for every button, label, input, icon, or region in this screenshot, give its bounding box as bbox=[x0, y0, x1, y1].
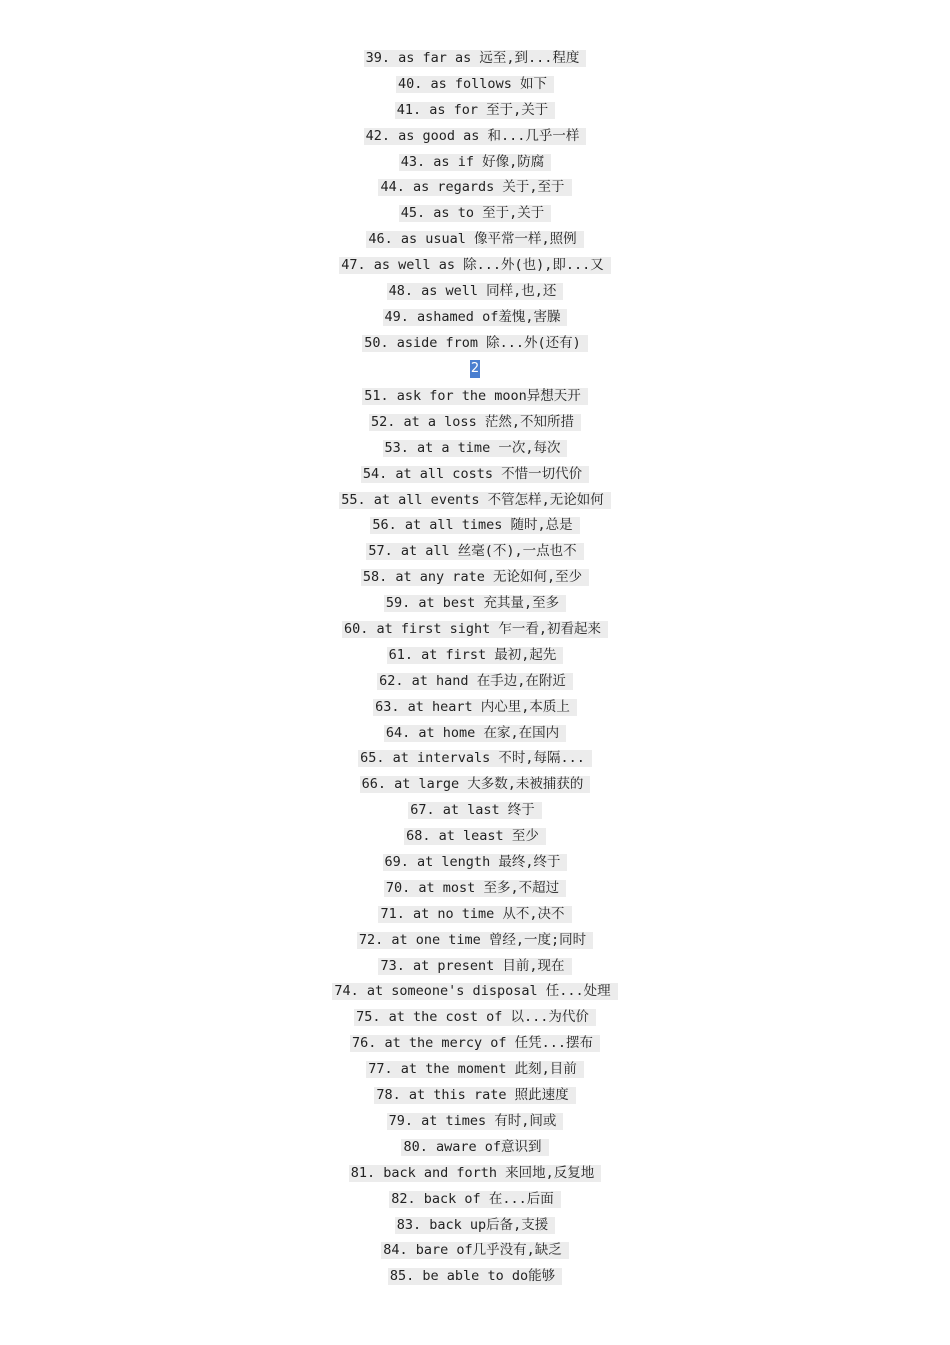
phrase-entry-text: 41. as for 至于,关于 bbox=[395, 102, 556, 119]
phrase-entry-text: 58. at any rate 无论如何,至少 bbox=[361, 569, 589, 586]
list-item bbox=[0, 720, 950, 746]
list-item bbox=[0, 461, 950, 487]
phrase-entry-text: 79. at times 有时,间或 bbox=[387, 1113, 564, 1130]
list-item bbox=[0, 771, 950, 797]
list-item bbox=[0, 875, 950, 901]
phrase-entry-text: 67. at last 终于 bbox=[408, 802, 542, 819]
phrase-entry-text: 47. as well as 除...外(也),即...又 bbox=[339, 257, 611, 274]
list-item bbox=[0, 823, 950, 849]
phrase-entry-text: 80. aware of意识到 bbox=[401, 1139, 548, 1156]
list-item bbox=[0, 512, 950, 538]
list-item bbox=[0, 849, 950, 875]
phrase-entry-text: 43. as if 好像,防腐 bbox=[399, 154, 551, 171]
phrase-entry-text: 60. at first sight 乍一看,初看起来 bbox=[342, 621, 608, 638]
phrase-entry-text: 56. at all times 随时,总是 bbox=[370, 517, 579, 534]
phrase-entry-text: 76. at the mercy of 任凭...摆布 bbox=[350, 1035, 600, 1052]
phrase-entry-text: 63. at heart 内心里,本质上 bbox=[373, 699, 577, 716]
list-item bbox=[0, 1212, 950, 1238]
list-item bbox=[0, 745, 950, 771]
list-item bbox=[0, 278, 950, 304]
phrase-entry-text: 75. at the cost of 以...为代价 bbox=[354, 1009, 596, 1026]
page-marker[interactable] bbox=[0, 357, 950, 379]
list-item bbox=[0, 590, 950, 616]
phrase-entry-text: 52. at a loss 茫然,不知所措 bbox=[369, 414, 581, 431]
phrase-list-before-break bbox=[0, 45, 950, 356]
page-marker-text: 2 bbox=[470, 361, 480, 376]
list-item bbox=[0, 1160, 950, 1186]
list-item bbox=[0, 978, 950, 1004]
phrase-entry-text: 57. at all 丝毫(不),一点也不 bbox=[366, 543, 583, 560]
list-item bbox=[0, 252, 950, 278]
list-item bbox=[0, 1237, 950, 1263]
list-item bbox=[0, 1134, 950, 1160]
phrase-entry-text: 44. as regards 关于,至于 bbox=[378, 179, 571, 196]
list-item bbox=[0, 330, 950, 356]
phrase-entry-text: 81. back and forth 来回地,反复地 bbox=[349, 1165, 602, 1182]
phrase-entry-text: 69. at length 最终,终于 bbox=[383, 854, 568, 871]
phrase-entry-text: 78. at this rate 照此速度 bbox=[374, 1087, 575, 1104]
phrase-entry-text: 73. at present 目前,现在 bbox=[378, 958, 571, 975]
list-item bbox=[0, 409, 950, 435]
list-item bbox=[0, 1030, 950, 1056]
list-item bbox=[0, 564, 950, 590]
list-item bbox=[0, 694, 950, 720]
list-item bbox=[0, 174, 950, 200]
phrase-entry-text: 54. at all costs 不惜一切代价 bbox=[361, 466, 589, 483]
list-item bbox=[0, 1263, 950, 1289]
list-item bbox=[0, 1056, 950, 1082]
phrase-entry-text: 42. as good as 和...几乎一样 bbox=[364, 128, 587, 145]
phrase-entry-text: 71. at no time 从不,决不 bbox=[378, 906, 571, 923]
list-item bbox=[0, 797, 950, 823]
phrase-entry-text: 53. at a time 一次,每次 bbox=[383, 440, 568, 457]
phrase-entry-text: 46. as usual 像平常一样,照例 bbox=[366, 231, 583, 248]
list-item bbox=[0, 927, 950, 953]
phrase-entry-text: 55. at all events 不管怎样,无论如何 bbox=[339, 492, 610, 509]
list-item bbox=[0, 953, 950, 979]
phrase-entry-text: 49. ashamed of羞愧,害臊 bbox=[383, 309, 568, 326]
phrase-entry-text: 51. ask for the moon异想天开 bbox=[362, 388, 588, 405]
list-item bbox=[0, 123, 950, 149]
phrase-list-after-break bbox=[0, 383, 950, 1289]
phrase-entry-text: 77. at the moment 此刻,目前 bbox=[366, 1061, 583, 1078]
list-item bbox=[0, 226, 950, 252]
list-item bbox=[0, 1186, 950, 1212]
list-item bbox=[0, 538, 950, 564]
list-item bbox=[0, 901, 950, 927]
list-item bbox=[0, 97, 950, 123]
list-item bbox=[0, 1108, 950, 1134]
list-item bbox=[0, 383, 950, 409]
list-item bbox=[0, 1004, 950, 1030]
list-item bbox=[0, 45, 950, 71]
list-item bbox=[0, 200, 950, 226]
phrase-entry-text: 64. at home 在家,在国内 bbox=[384, 725, 566, 742]
phrase-entry-text: 48. as well 同样,也,还 bbox=[387, 283, 564, 300]
phrase-entry-text: 82. back of 在...后面 bbox=[389, 1191, 560, 1208]
phrase-entry-text: 45. as to 至于,关于 bbox=[399, 205, 551, 222]
phrase-entry-text: 68. at least 至少 bbox=[404, 828, 546, 845]
phrase-entry-text: 61. at first 最初,起先 bbox=[387, 647, 564, 664]
phrase-entry-text: 84. bare of几乎没有,缺乏 bbox=[381, 1242, 569, 1259]
phrase-entry-text: 74. at someone's disposal 任...处理 bbox=[332, 983, 617, 1000]
phrase-entry-text: 72. at one time 曾经,一度;同时 bbox=[357, 932, 593, 949]
phrase-entry-text: 85. be able to do能够 bbox=[388, 1268, 562, 1285]
phrase-entry-text: 59. at best 充其量,至多 bbox=[384, 595, 566, 612]
phrase-entry-text: 62. at hand 在手边,在附近 bbox=[377, 673, 573, 690]
list-item bbox=[0, 1082, 950, 1108]
list-item bbox=[0, 71, 950, 97]
phrase-entry-text: 66. at large 大多数,未被捕获的 bbox=[360, 776, 591, 793]
list-item bbox=[0, 668, 950, 694]
list-item bbox=[0, 487, 950, 513]
phrase-entry-text: 40. as follows 如下 bbox=[396, 76, 554, 93]
phrase-entry-text: 39. as far as 远至,到...程度 bbox=[364, 50, 587, 67]
phrase-entry-text: 65. at intervals 不时,每隔... bbox=[358, 750, 592, 767]
list-item bbox=[0, 642, 950, 668]
phrase-entry-text: 70. at most 至多,不超过 bbox=[384, 880, 566, 897]
list-item bbox=[0, 149, 950, 175]
phrase-entry-text: 50. aside from 除...外(还有) bbox=[362, 335, 588, 352]
list-item bbox=[0, 304, 950, 330]
list-item bbox=[0, 616, 950, 642]
phrase-entry-text: 83. back up后备,支援 bbox=[395, 1217, 556, 1234]
list-item bbox=[0, 435, 950, 461]
